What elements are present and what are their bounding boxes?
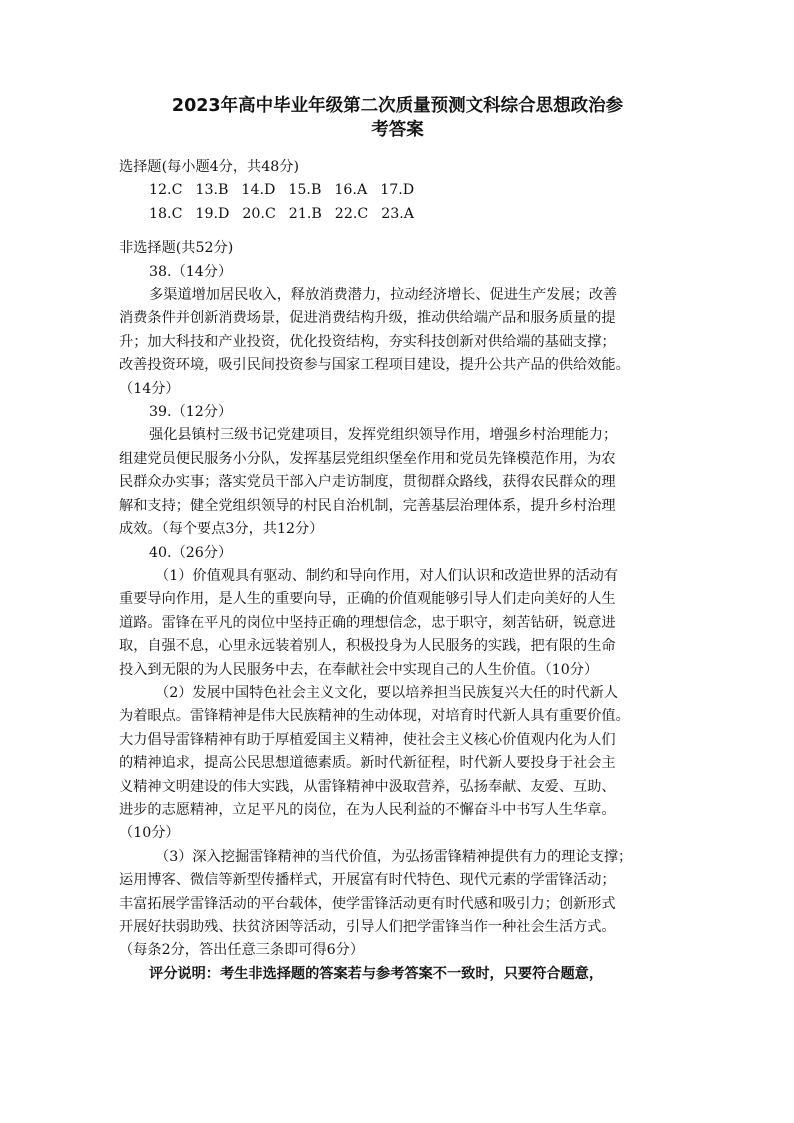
answer-item: 12.C [149,182,183,199]
question-40-label: 40.（26分） [149,544,233,561]
answer-item: 19.D [195,205,230,222]
q39-line: 民群众办实事；落实党员干部入户走访制度，贯彻群众路线，获得农民群众的理 [119,474,616,491]
q38-line: 改善投资环境，吸引民间投资参与国家工程项目建设，提升公共产品的供给效能。 [119,357,630,374]
q40-part2-line: 的精神追求，提高公民思想道德素质。新时代新征程，时代新人要投身于社会主 [119,755,616,772]
title-line-2: 考答案 [371,120,424,140]
answer-item: 21.B [288,205,322,222]
answer-item: 16.A [334,182,368,199]
q40-part1-line: 取，自强不息，心里永远装着别人，积极投身为人民服务的实践，把有限的生命 [119,638,616,655]
scoring-note: 评分说明：考生非选择题的答案若与参考答案不一致时，只要符合题意， [149,965,604,982]
q40-part3-line: 运用博客、微信等新型传播样式，开展富有时代特色、现代元素的学雷锋活动； [119,872,616,889]
q40-part3-line: （3）深入挖掘雷锋精神的当代价值，为弘扬雷锋精神提供有力的理论支撑； [155,848,633,865]
nonchoice-heading: 非选择题(共52分) [119,240,234,257]
q39-line: 组建党员便民服务小分队，发挥基层党组织堡垒作用和党员先锋模范作用，为农 [119,450,616,467]
q40-part2-score: （10分） [119,825,180,842]
q39-line: 成效。（每个要点3分，共12分） [119,521,324,538]
choice-answers-row-2 [119,203,684,226]
q40-part2-line: （2）发展中国特色社会主义文化，要以培养担当民族复兴大任的时代新人 [155,684,619,701]
answer-item: 13.B [195,182,229,199]
answer-item: 14.D [241,182,276,199]
answer-item: 15.B [288,182,322,199]
q40-part1-line: （1）价值观具有驱动、制约和导向作用，对人们认识和改造世界的活动有 [155,567,619,584]
q38-line: 消费条件并创新消费场景，促进消费结构升级，推动供给端产品和服务质量的提 [119,310,616,327]
q40-part3-line: 开展好扶弱助残、扶贫济困等活动，引导人们把学雷锋当作一种社会生活方式。 [119,919,616,935]
choice-heading: 选择题(每小题4分，共48分) [119,159,300,175]
q40-part1-line: 投入到无限的为人民服务中去，在奉献社会中实现自己的人生价值。（10分） [119,661,599,678]
answer-item: 17.D [380,182,415,199]
q40-part2-line: 大力倡导雷锋精神有助于厚植爱国主义精神，使社会主义核心价值观内化为人们 [119,731,616,748]
q40-part1-line: 道路。雷锋在平凡的岗位中坚持正确的理想信念，忠于职守，刻苦钻研，锐意进 [119,614,616,631]
page-title [120,94,675,142]
q40-part3-score: （每条2分，答出任意三条即可得6分） [119,942,365,959]
q40-part2-line: 为着眼点。雷锋精神是伟大民族精神的生动体现，对培育时代新人具有重要价值。 [119,708,630,725]
q39-line: 解和支持；健全党组织领导的村民自治机制，完善基层治理体系，提升乡村治理 [119,497,616,514]
answer-item: 20.C [242,205,276,222]
q40-part1-line: 重要导向作用，是人生的重要向导，正确的价值观能够引导人们走向美好的人生 [119,591,616,608]
q38-line: 升；加大科技和产业投资，优化投资结构，夯实科技创新对供给端的基础支撑； [119,333,616,350]
question-39-label: 39.（12分） [149,404,233,421]
title-line-1: 2023年高中毕业年级第二次质量预测文科综合思想政治参 [171,96,624,116]
q40-part2-line: 进步的志愿精神，立足平凡的岗位，在为人民利益的不懈奋斗中书写人生华章。 [119,801,616,818]
question-38-label: 38.（14分） [149,263,233,280]
answer-item: 22.C [334,205,369,222]
q38-score: （14分） [119,380,180,397]
answer-item: 18.C [149,205,183,222]
answer-content [119,156,684,986]
answer-item: 23.A [381,205,415,222]
choice-answers-row-1 [119,179,684,202]
q40-part2-line: 义精神文明建设的伟大实践，从雷锋精神中汲取营养，弘扬奉献、友爱、互助、 [119,778,616,795]
q40-part3-line: 丰富拓展学雷锋活动的平台载体，使学雷锋活动更有时代感和吸引力；创新形式 [119,895,616,912]
q39-line: 强化县镇村三级书记党建项目，发挥党组织领导作用，增强乡村治理能力； [149,427,618,444]
q38-line: 多渠道增加居民收入，释放消费潜力，拉动经济增长、促进生产发展；改善 [149,287,618,304]
